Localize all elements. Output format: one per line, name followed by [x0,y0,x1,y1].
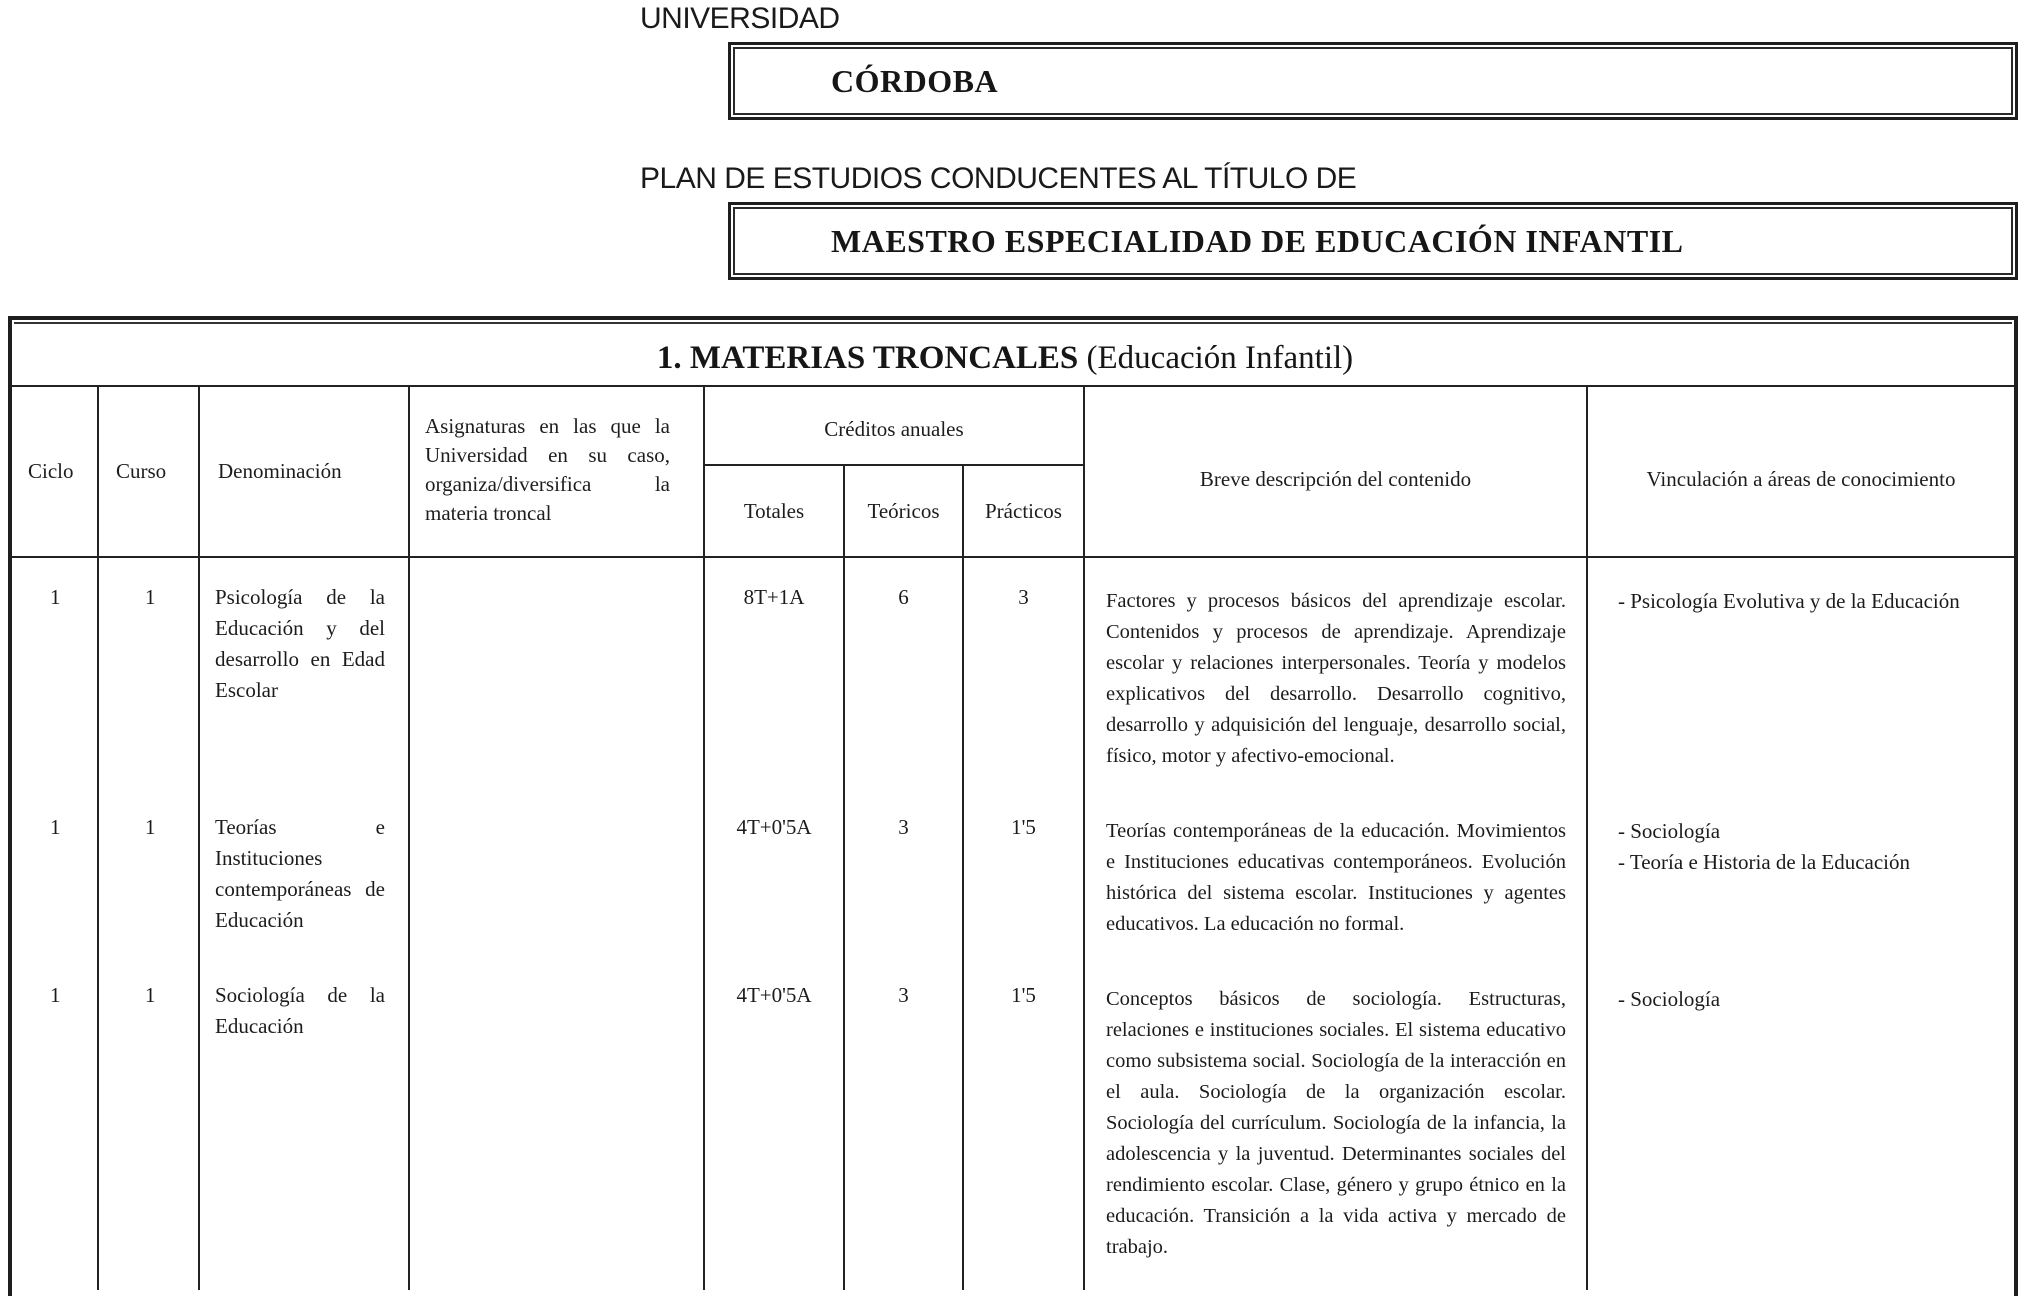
header-descripcion: Breve descripción del contenido [1199,467,1472,491]
row3-denominacion: Sociología de la Educación [215,983,385,1038]
row2-descripcion: Teorías contemporáneas de la educación. Movimientos e Instituciones educativas contemporáneos. Evolución histórica del sistema escolar. Instituciones y agentes educativos. La educación no formal. [1106,820,1566,935]
col-divider-practicos [1083,386,1085,1290]
row1-ciclo: 1 [50,585,61,609]
rule-under-title [12,385,2014,387]
row3-teoricos: 3 [898,983,909,1007]
col-divider-ciclo [97,386,99,1290]
row1-denominacion: Psicología de la Educación y del desarrollo en Edad Escolar [215,585,385,702]
row3-totales: 4T+0'5A [736,983,812,1007]
degree-title-box [728,202,2018,280]
col-divider-curso [198,386,200,1290]
row3-area-1: - Sociología [1618,987,1721,1011]
row1-curso: 1 [145,585,156,609]
plan-label: PLAN DE ESTUDIOS CONDUCENTES AL TÍTULO DE [640,162,1357,195]
col-divider-descripcion [1586,386,1588,1290]
row3-descripcion: Conceptos básicos de sociología. Estructuras, relaciones e instituciones sociales. El sistema educativo como subsistema social. Sociología de la interacción en el aula. Sociología de la organización escolar. Sociología del currículum. Sociología de la infancia, la adolescencia y la juventud. Determinantes sociales del rendimiento escolar. Clase, género y grupo étnico en la educación. Transición a la vida activa y mercado de trabajo. [1106,988,1566,1258]
row2-curso: 1 [145,815,156,839]
rule-under-header [12,556,2014,558]
section-title-subtitle: (Educación Infantil) [1078,340,1354,376]
row3-ciclo: 1 [50,983,61,1007]
header-vinculacion: Vinculación a áreas de conocimiento [1646,467,1956,491]
row2-ciclo: 1 [50,815,61,839]
row1-totales: 8T+1A [743,585,805,609]
university-name: CÓRDOBA [831,63,999,99]
university-label: UNIVERSIDAD [640,2,840,35]
rule-creditos-split [703,464,1083,466]
row1-area-1: - Psicología Evolutiva y de la Educación [1618,589,1960,613]
row3-curso: 1 [145,983,156,1007]
header-asignaturas: Asignaturas en las que la Universidad en su caso, organiza/diversifica la materia troncal [425,414,670,525]
header-teoricos: Teóricos [867,499,940,523]
degree-title: MAESTRO ESPECIALIDAD DE EDUCACIÓN INFANTIL [831,223,1684,259]
row2-area-1: - Sociología [1618,819,1721,843]
header-denominacion: Denominación [218,459,342,483]
university-box [728,42,2018,120]
header-creditos-anuales: Créditos anuales [824,417,964,441]
section-title-bold: 1. MATERIAS TRONCALES [656,340,1079,376]
row2-practicos: 1'5 [1011,815,1036,839]
row2-denominacion: Teorías e Instituciones contemporáneas de Educación [215,815,385,932]
header-practicos: Prácticos [985,499,1062,523]
row2-teoricos: 3 [898,815,909,839]
header-curso: Curso [116,459,167,483]
header-ciclo: Ciclo [28,459,74,483]
header-totales: Totales [743,499,805,523]
row1-descripcion: Factores y procesos básicos del aprendizaje escolar. Contenidos y procesos de aprendizaje. Aprendizaje escolar y relaciones interpersonales. Teoría y modelos explicativos del desarrollo. Desarrollo cognitivo, desarrollo y adquisición del lenguaje, desarrollo social, físico, motor y afectivo-emocional. [1106,590,1566,767]
row3-practicos: 1'5 [1011,983,1036,1007]
section-title [0,340,2010,377]
row1-teoricos: 6 [898,585,909,609]
row2-totales: 4T+0'5A [736,815,812,839]
col-divider-denominacion [408,386,410,1290]
row2-area-2: - Teoría e Historia de la Educación [1618,850,1911,874]
row1-practicos: 3 [1018,585,1029,609]
